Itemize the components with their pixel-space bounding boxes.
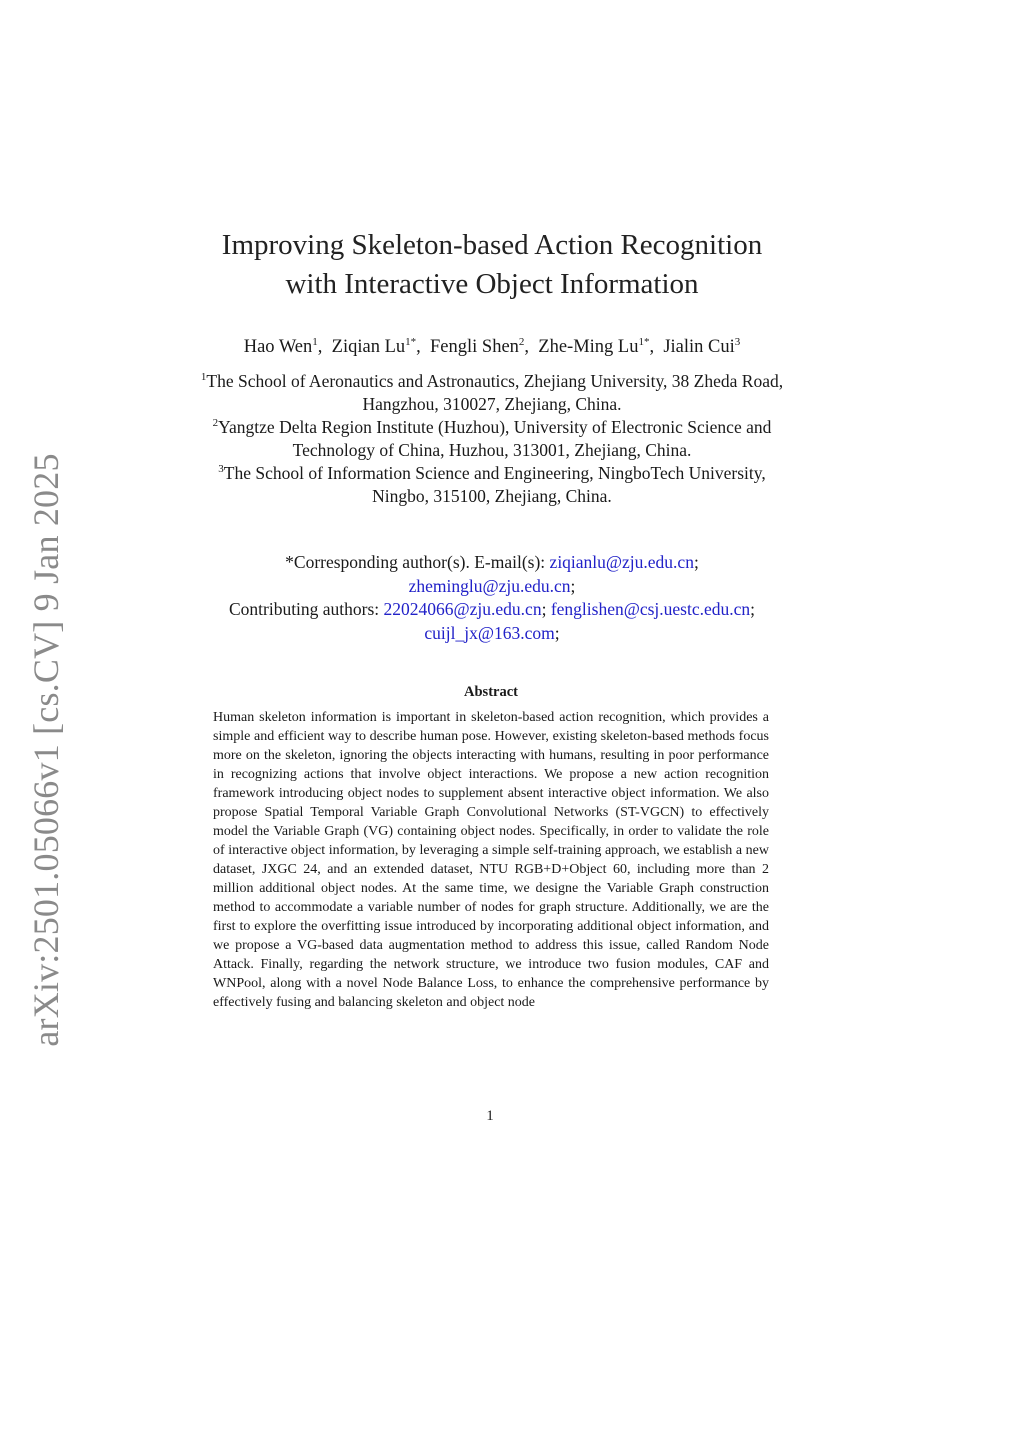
abstract-text: Human skeleton information is important in skeleton-based action recognition, which provides a simple and efficient way to describe human pose. However, existing skeleton-based methods focus more on the skeleton, ignoring the objects interacting with humans, resulting in poor performance in recognizing actions that involve object interactions. We propose a new action recognition framework introducing object nodes to supplement absent interactive object information. We also propose Spatial Temporal Variable Graph Convolutional Networks (ST-VGCN) to effectively model the Variable Graph (VG) containing object nodes. Specifically, in order to validate the role of interactive object information, by leveraging a simple self-training approach, we establish a new dataset, JXGC 24, and an extended dataset, NTU RGB+D+Object 60, including more than 2 million additional object nodes. At the same time, we designe the Variable Graph construction method to accommodate a variable number of nodes for graph structure. Additionally, we are the first to explore the overfitting issue introduced by incorporating additional object information, and we propose a VG-based data augmentation method to address this issue, called Random Node Attack. Finally, regarding the network structure, we introduce two fusion modules, CAF and WNPool, along with a novel Node Balance Loss, to enhance the comprehensive performance by effectively fusing and balancing skeleton and object node [213, 710, 769, 1010]
author-3: Fengli Shen$^2$, [430, 335, 539, 357]
email-link[interactable]: 22024066@zju.edu.cn [383, 599, 542, 619]
corresponding-label: *Corresponding author(s). E-mail(s): [285, 552, 546, 572]
author-name: Hao Wen [243, 337, 313, 357]
abstract-heading: Abstract [464, 684, 518, 700]
email-link[interactable]: fenglishen@csj.uestc.edu.cn [550, 599, 751, 619]
title-line-2: with Interactive Object Information [285, 268, 699, 300]
affiliation-text: Yangtze Delta Region Institute (Huzhou), University of Electronic Science and Technology of China, Huzhou, 313001, Zhejiang, China. [218, 417, 772, 460]
author-affiliation-mark: 1 [312, 335, 318, 348]
author-affiliation-mark: 1* [405, 335, 417, 348]
affiliation-1 [190, 370, 794, 416]
author-affiliation-mark: 2 [518, 335, 525, 348]
separator: ; [554, 622, 560, 643]
affiliation-text: The School of Aeronautics and Astronautics, Zhejiang University, 38 Zheda Road, Hangzhou, 310027, Zhejiang, China. [206, 371, 784, 414]
contributing-line [150, 598, 834, 622]
corresponding-line-2 [150, 575, 834, 599]
author-affiliation-mark: 1* [638, 335, 650, 348]
separator: ; [541, 599, 547, 619]
corresponding-line [150, 551, 834, 575]
title-line-1: Improving Skeleton-based Action Recognition [221, 229, 763, 261]
email-link[interactable]: zheminglu@zju.edu.cn [408, 575, 571, 596]
affiliation-mark: 1 [200, 371, 207, 384]
author-4: Zhe-Ming $Lu^{1*}$, [538, 335, 664, 357]
affiliation-mark: 2 [212, 417, 219, 430]
affiliation-3 [190, 462, 794, 508]
contributing-line-2 [150, 622, 834, 646]
affiliation-text: The School of Information Science and Engineering, NingboTech University, Ningbo, 315100, Zhejiang, China. [223, 463, 766, 506]
author-name: Zhe-Ming Lu [538, 337, 639, 357]
separator: ; [750, 599, 756, 619]
paper-title [212, 226, 772, 304]
email-link[interactable]: cuijl_jx@163.com [424, 622, 555, 643]
affiliation-2 [190, 416, 794, 462]
author-name: Fengli Shen [430, 337, 519, 357]
author-name: Jialin Cui [663, 337, 735, 357]
arxiv-identifier: arXiv:2501.05066v1 [cs.CV] 9 Jan 2025 [26, 453, 66, 1047]
contributing-label: Contributing authors: [228, 599, 380, 619]
page-number: 1 [486, 1108, 494, 1124]
author-2: Ziqian $Lu^{1*}$, [331, 335, 430, 357]
email-link[interactable]: ziqianlu@zju.edu.cn [549, 552, 694, 572]
affiliation-list [190, 370, 794, 508]
separator: ; [693, 552, 699, 572]
author-name: Ziqian Lu [331, 337, 406, 357]
author-5 [663, 337, 740, 357]
author-list [150, 335, 834, 359]
correspondence-block [150, 551, 834, 645]
affiliation-mark: 3 [218, 463, 224, 476]
separator: ; [570, 575, 576, 596]
author-affiliation-mark: 3 [734, 335, 741, 348]
author-1: Hao Wen$^1$, [243, 335, 332, 357]
